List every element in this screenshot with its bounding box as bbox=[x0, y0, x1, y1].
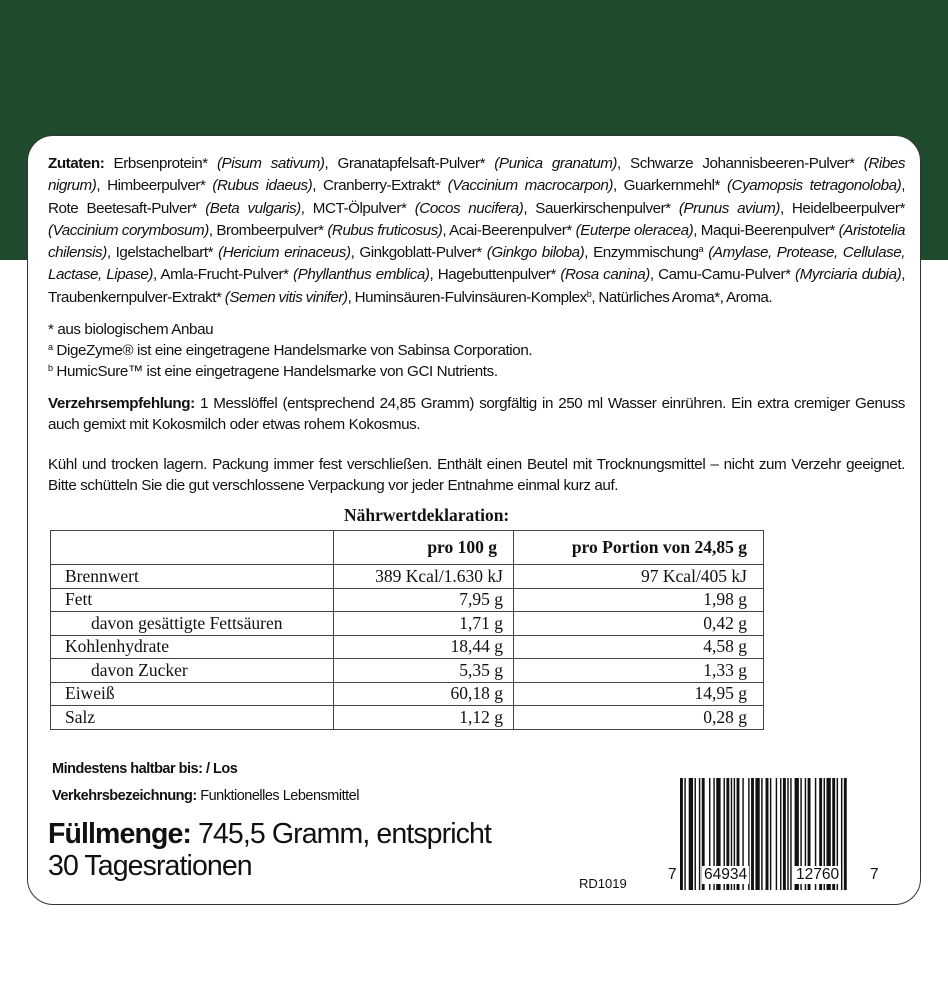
nutrient-name: Kohlenhydrate bbox=[51, 635, 334, 659]
footnote-humicsure: $^b$ HumicSure™ ist eine eingetragene Handelsmarke von GCI Nutrients. bbox=[48, 363, 498, 380]
ingredient-latin-name: (Amylase, Protease, Cellulase, Lactase, Lipase) bbox=[48, 244, 905, 284]
storage-instructions: Kühl und trocken lagern. Packung immer fest verschließen. Enthält einen Beutel mit Trocknungsmittel – nicht zum Verzehr geeignet. Bitte schütteln Sie die gut verschlossene Verpackung vor jeder Entnahme einmal kurz auf. bbox=[48, 456, 905, 494]
nutrition-row bbox=[51, 588, 764, 612]
nutrient-name: davon Zucker bbox=[51, 659, 334, 683]
barcode-bar bbox=[761, 778, 762, 890]
product-code: RD1019 bbox=[579, 876, 627, 891]
ingredient-latin-name: (Vaccinium corymbosum) bbox=[48, 221, 209, 239]
ingredient-latin-name: (Ginkgo biloba) bbox=[486, 244, 585, 262]
nutrient-name: Brennwert bbox=[51, 565, 334, 589]
nutrition-row bbox=[51, 659, 764, 683]
nutrient-per-portion: 4,58 g bbox=[514, 635, 764, 659]
barcode-bar bbox=[766, 778, 769, 890]
nutrition-row bbox=[51, 612, 764, 636]
ingredient-text: , Schwarze Johannisbeeren-Pulver* bbox=[617, 155, 864, 172]
ingredient-text: , Maqui-Beerenpulver* bbox=[693, 221, 839, 239]
nutrient-name: Salz bbox=[51, 706, 334, 730]
nutrient-per-portion: 97 Kcal/405 kJ bbox=[514, 565, 764, 589]
ingredient-text: , Brombeerpulver* bbox=[208, 221, 328, 239]
nutrient-per-100g: 7,95 g bbox=[334, 588, 514, 612]
ingredient-text: , Heidelbeerpulver* bbox=[779, 199, 905, 217]
usage-label: Verzehrsempfehlung: bbox=[48, 395, 195, 412]
ingredient-footnote-mark: a bbox=[698, 244, 704, 255]
nutrition-title: Nährwertdeklaration: bbox=[344, 505, 510, 525]
ingredient-latin-name: (Semen vitis vinifer) bbox=[224, 288, 348, 306]
ingredients-list bbox=[48, 155, 905, 306]
barcode-bar bbox=[841, 778, 842, 890]
ingredient-latin-name: (Cyamopsis tetragonoloba) bbox=[726, 177, 902, 195]
ingredient-latin-name: (Ribes nigrum) bbox=[48, 155, 905, 195]
barcode-bar bbox=[783, 778, 786, 890]
ingredient-latin-name: (Pisum sativum) bbox=[216, 155, 325, 172]
nutrient-per-100g: 1,12 g bbox=[334, 706, 514, 730]
ingredient-text: , Acai-Beerenpulver* bbox=[442, 221, 576, 239]
nutrient-per-100g: 389 Kcal/1.630 kJ bbox=[334, 565, 514, 589]
barcode-bar bbox=[776, 778, 777, 890]
nutrient-per-portion: 0,28 g bbox=[514, 706, 764, 730]
nutrient-name: Fett bbox=[51, 588, 334, 612]
barcode-digits-left: 64934 bbox=[704, 866, 748, 883]
ingredient-latin-name: (Myrciaria dubia) bbox=[795, 266, 902, 284]
label-card bbox=[27, 135, 921, 905]
footnotes bbox=[48, 319, 532, 382]
ingredient-latin-name: (Phyllanthus emblica) bbox=[293, 266, 430, 284]
usage-recommendation bbox=[48, 393, 905, 435]
ingredient-text: , Amla-Frucht-Pulver* bbox=[152, 266, 294, 284]
ingredients-text bbox=[48, 153, 905, 309]
ingredient-latin-name: (Cocos nucifera) bbox=[414, 199, 524, 217]
usage-text: 1 Messlöffel (entsprechend 24,85 Gramm) sorgfältig in 250 ml Wasser einrühren. Ein extra cremiger Genuss auch gemixt mit Kokosmilch oder etwas rohem Kokosmus. bbox=[48, 395, 905, 433]
nutrition-header-empty bbox=[51, 531, 334, 565]
ingredient-latin-name: (Beta vulgaris) bbox=[205, 199, 301, 217]
nutrient-per-100g: 18,44 g bbox=[334, 635, 514, 659]
nutrient-per-100g: 5,35 g bbox=[334, 659, 514, 683]
nutrition-row bbox=[51, 682, 764, 706]
ingredient-text: , Ginkgoblatt-Pulver* bbox=[350, 244, 487, 262]
nutrient-name: Eiweiß bbox=[51, 682, 334, 706]
ingredients-label: Zutaten: bbox=[48, 155, 105, 172]
nutrient-per-portion: 1,33 g bbox=[514, 659, 764, 683]
barcode-digit-last: 7 bbox=[870, 866, 879, 883]
ingredient-latin-name: (Prunus avium) bbox=[678, 199, 780, 217]
nutrition-table bbox=[50, 530, 764, 730]
barcode-digit-first: 7 bbox=[668, 866, 677, 883]
nutrient-per-portion: 14,95 g bbox=[514, 682, 764, 706]
barcode-bar bbox=[751, 778, 754, 890]
ingredient-latin-name: (Rubus fruticosus) bbox=[327, 221, 443, 239]
nutrient-per-100g: 1,71 g bbox=[334, 612, 514, 636]
ingredient-text: , Camu-Camu-Pulver* bbox=[649, 266, 796, 284]
barcode-bar bbox=[770, 778, 771, 890]
nutrient-per-portion: 0,42 g bbox=[514, 612, 764, 636]
barcode-bar bbox=[680, 778, 683, 890]
ingredient-text: , Igelstachelbart* bbox=[106, 244, 219, 262]
barcode-bar bbox=[787, 778, 788, 890]
nutrition-row bbox=[51, 706, 764, 730]
barcode-bar bbox=[844, 778, 847, 890]
fill-quantity-line1: Füllmenge: 745,5 Gramm, entspricht bbox=[48, 818, 491, 850]
ingredient-text: , Guarkernmehl* bbox=[612, 177, 727, 195]
ingredient-text: , Rote Beetesaft-Pulver* bbox=[48, 177, 905, 217]
nutrient-per-100g: 60,18 g bbox=[334, 682, 514, 706]
barcode-bar bbox=[790, 778, 791, 890]
nutrition-row bbox=[51, 565, 764, 589]
nutrition-header-portion: pro Portion von 24,85 g bbox=[514, 531, 764, 565]
ingredient-text: , Sauerkirschenpulver* bbox=[523, 199, 679, 217]
barcode-bar bbox=[699, 778, 700, 890]
nutrition-header-100g: pro 100 g bbox=[334, 531, 514, 565]
ingredient-latin-name: (Rubus idaeus) bbox=[212, 177, 313, 195]
ingredient-text: , Natürliches Aroma*, Aroma. bbox=[591, 288, 773, 306]
ingredient-text: , Traubenkernpulver-Extrakt* bbox=[48, 266, 905, 306]
barcode-digits-right: 12760 bbox=[796, 866, 840, 883]
ingredient-latin-name: (Punica granatum) bbox=[494, 155, 618, 172]
ingredient-latin-name: (Euterpe oleracea) bbox=[575, 221, 694, 239]
ingredient-text: , MCT-Ölpulver* bbox=[300, 199, 415, 217]
nutrient-per-portion: 1,98 g bbox=[514, 588, 764, 612]
barcode-bar bbox=[689, 778, 693, 890]
ingredient-text: , Hagebuttenpulver* bbox=[429, 266, 561, 284]
ingredient-text: Erbsenprotein* bbox=[104, 155, 217, 172]
fill-quantity-line2: 30 Tagesrationen bbox=[48, 850, 252, 882]
best-before: Mindestens haltbar bis: / Los bbox=[52, 761, 238, 777]
fill-quantity bbox=[48, 818, 491, 882]
barcode-bar bbox=[695, 778, 696, 890]
legal-designation: Verkehrsbezeichnung: Funktionelles Lebensmittel bbox=[52, 788, 359, 804]
ingredient-footnote-mark: b bbox=[586, 288, 592, 299]
nutrition-row bbox=[51, 635, 764, 659]
ingredient-text: , Enzymmischung bbox=[584, 244, 699, 262]
ingredient-text: , Granatapfelsaft-Pulver* bbox=[324, 155, 495, 172]
ingredient-text: , Cranberry-Extrakt* bbox=[312, 177, 448, 195]
nutrition-header-row bbox=[51, 531, 764, 565]
barcode-bar bbox=[780, 778, 781, 890]
ingredient-latin-name: (Vaccinium macrocarpon) bbox=[447, 177, 613, 195]
nutrient-name: davon gesättigte Fettsäuren bbox=[51, 612, 334, 636]
ingredient-latin-name: (Rosa canina) bbox=[560, 266, 650, 284]
ingredient-text: , Himbeerpulver* bbox=[96, 177, 213, 195]
ingredient-latin-name: (Hericium erinaceus) bbox=[218, 244, 351, 262]
footnote-digezyme: $^a$ DigeZyme® ist eine eingetragene Handelsmarke von Sabinsa Corporation. bbox=[48, 342, 533, 359]
footnote-organic: * aus biologischem Anbau bbox=[48, 321, 214, 338]
barcode-bar bbox=[755, 778, 759, 890]
ingredient-text: , Huminsäuren-Fulvinsäuren-Komplex bbox=[347, 288, 587, 306]
barcode-bar bbox=[684, 778, 685, 890]
ingredient-latin-name: (Aristotelia chilensis) bbox=[48, 221, 905, 262]
